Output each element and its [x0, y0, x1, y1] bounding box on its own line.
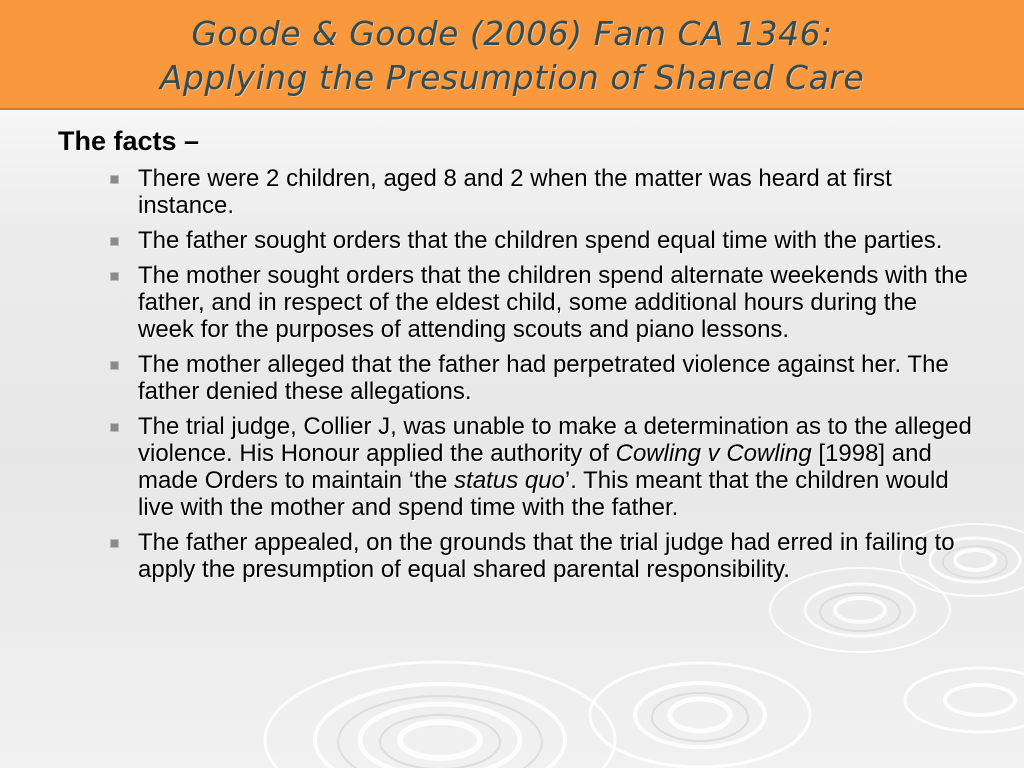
list-item	[110, 262, 978, 343]
list-item-text: The mother alleged that the father had perpetrated violence against her. The father denied these allegations.	[138, 351, 949, 405]
list-item-text: The father appealed, on the grounds that the trial judge had erred in failing to apply the presumption of equal shared parental responsibility.	[138, 529, 955, 583]
slide-content	[58, 126, 978, 591]
square-bullet-icon	[110, 539, 119, 548]
case-citation: Cowling v Cowling	[615, 440, 812, 467]
latin-term: status quo	[454, 467, 565, 494]
facts-list	[58, 165, 978, 583]
list-item-text-part: [1998] and made Orders to maintain ‘the	[138, 440, 932, 494]
list-item-text: There were 2 children, aged 8 and 2 when the matter was heard at first instance.	[138, 165, 892, 219]
slide-title-line-1: Goode & Goode (2006) Fam CA 1346:	[191, 14, 833, 53]
section-heading: The facts –	[58, 126, 200, 156]
square-bullet-icon	[110, 272, 119, 281]
slide-title-line-2: Applying the Presumption of Shared Care	[159, 58, 865, 97]
list-item	[110, 227, 978, 254]
title-bar	[0, 0, 1024, 110]
square-bullet-icon	[110, 175, 119, 184]
list-item	[110, 351, 978, 405]
list-item-text-part: The trial judge, Collier J, was unable to make a determination as to the alleged violence. His Honour applied the authority of	[138, 413, 972, 467]
list-item-text-part: ’. This meant that the children would live with the mother and spend time with the father.	[138, 467, 949, 521]
list-item	[110, 529, 978, 583]
square-bullet-icon	[110, 361, 119, 370]
list-item	[110, 165, 978, 219]
square-bullet-icon	[110, 237, 119, 246]
list-item	[110, 413, 978, 521]
square-bullet-icon	[110, 423, 119, 432]
list-item-text: The father sought orders that the children spend equal time with the parties.	[138, 227, 943, 254]
list-item-text: The mother sought orders that the children spend alternate weekends with the father, and in respect of the eldest child, some additional hours during the week for the purposes of attending scouts and piano lessons.	[138, 262, 968, 343]
